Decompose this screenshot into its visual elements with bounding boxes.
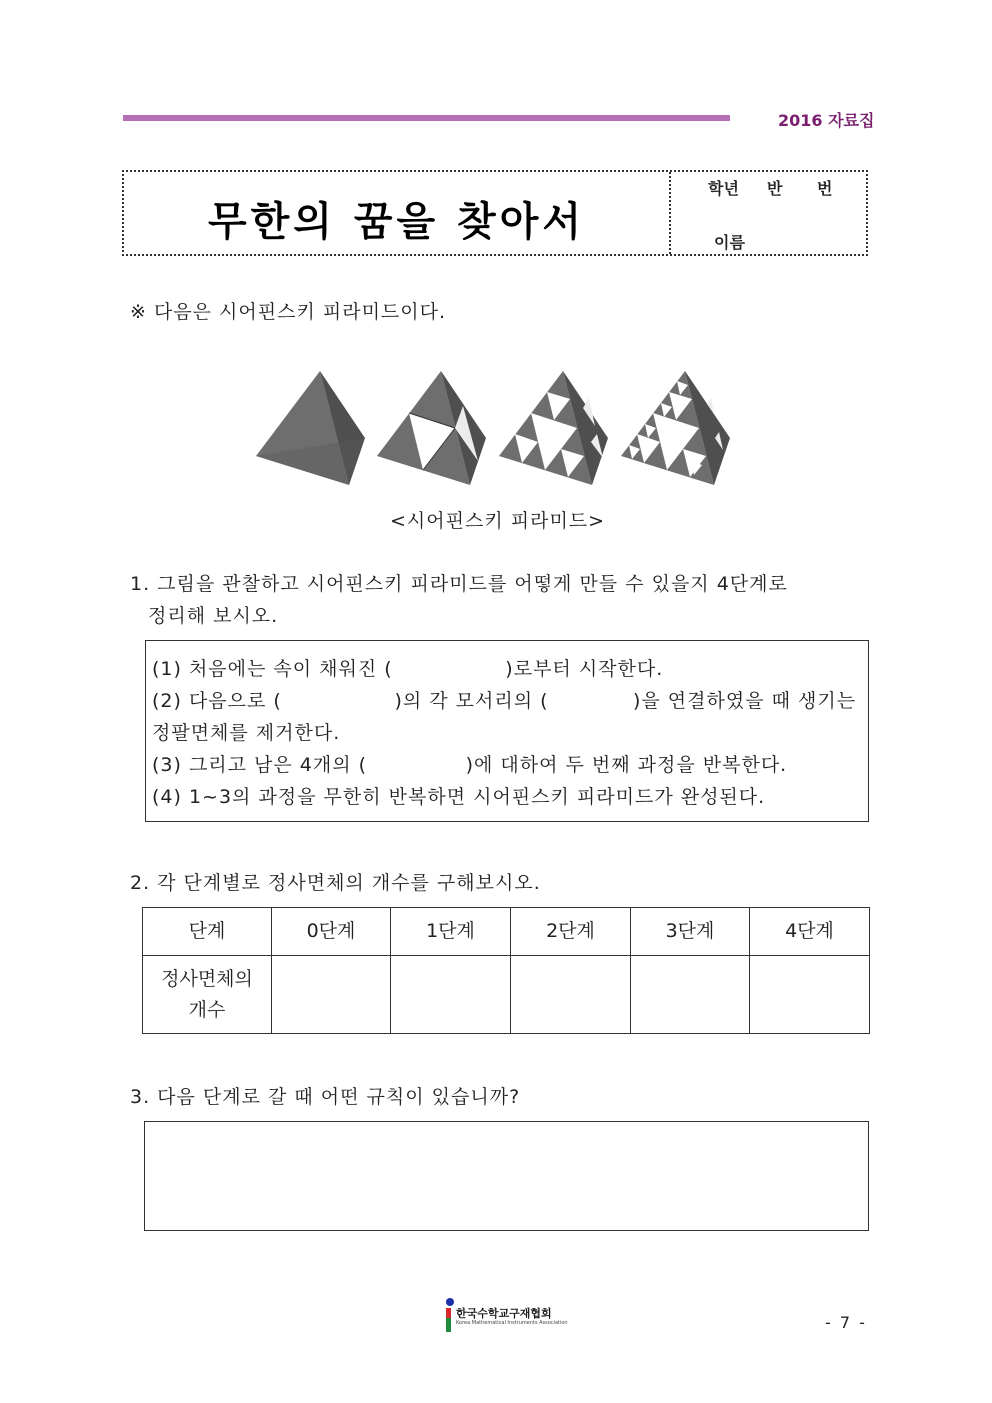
worksheet-title: 무한의 꿈을 찾아서: [208, 199, 585, 245]
pyramid-stage-2-image: [497, 368, 609, 486]
logo-subtitle: Korea Mathematical Instruments Association: [456, 1320, 568, 1326]
row-label-line: 정사면체의: [161, 967, 253, 990]
step-1-text: (1) 처음에는 속이 채워진 ( )로부터 시작한다.: [152, 658, 664, 680]
pyramid-stage-3-image: [619, 368, 731, 486]
answer-cell[interactable]: [750, 956, 870, 1034]
row-label-line: 개수: [188, 998, 226, 1021]
step-2-text-continued: 정팔면체를 제거한다.: [152, 722, 341, 744]
page-number: - 7 -: [825, 1313, 867, 1332]
intro-text: ※ 다음은 시어핀스키 피라미드이다.: [130, 301, 447, 323]
figure-caption: <시어핀스키 피라미드>: [390, 510, 606, 532]
answer-cell[interactable]: [391, 956, 511, 1034]
table-row: [143, 956, 870, 1034]
header-rule: [123, 115, 730, 121]
step-2-text: (2) 다음으로 ( )의 각 모서리의 ( )을 연결하였을 때 생기는: [152, 690, 857, 712]
question-3-text: 3. 다음 단계로 갈 때 어떤 규칙이 있습니까?: [130, 1086, 521, 1108]
logo-name: 한국수학교구재협회: [456, 1307, 552, 1320]
table-header-cell: 단계: [143, 908, 272, 956]
question-1-text: 1. 그림을 관찰하고 시어핀스키 피라미드를 어떻게 만들 수 있을지 4단계로: [130, 573, 788, 595]
title-divider: [669, 172, 671, 254]
answer-cell[interactable]: [631, 956, 750, 1034]
step-4-text: (4) 1~3의 과정을 무한히 반복하면 시어핀스키 피라미드가 완성된다.: [152, 786, 766, 808]
table-header-cell: 4단계: [750, 908, 870, 956]
row-label-cell: [143, 956, 272, 1034]
grade-label: 학년: [708, 179, 739, 198]
question-1-text-continued: 정리해 보시오.: [148, 605, 279, 627]
question-3-answer-box[interactable]: [144, 1121, 869, 1231]
answer-cell[interactable]: [511, 956, 631, 1034]
tetrahedron-count-table: [142, 907, 870, 1034]
pyramid-stage-0-image: [254, 368, 366, 486]
table-header-cell: 1단계: [391, 908, 511, 956]
pyramid-stage-1-image: [375, 368, 487, 486]
name-label: 이름: [714, 233, 745, 252]
table-header-cell: 2단계: [511, 908, 631, 956]
table-header-cell: 0단계: [272, 908, 391, 956]
answer-cell[interactable]: [272, 956, 391, 1034]
table-header-row: [143, 908, 870, 956]
table-header-cell: 3단계: [631, 908, 750, 956]
question-2-text: 2. 각 단계별로 정사면체의 개수를 구해보시오.: [130, 872, 541, 894]
step-3-text: (3) 그리고 남은 4개의 ( )에 대하여 두 번째 과정을 반복한다.: [152, 754, 788, 776]
class-label: 반: [767, 179, 783, 198]
number-label: 번: [817, 179, 833, 198]
collection-label: 2016 자료집: [778, 111, 875, 130]
